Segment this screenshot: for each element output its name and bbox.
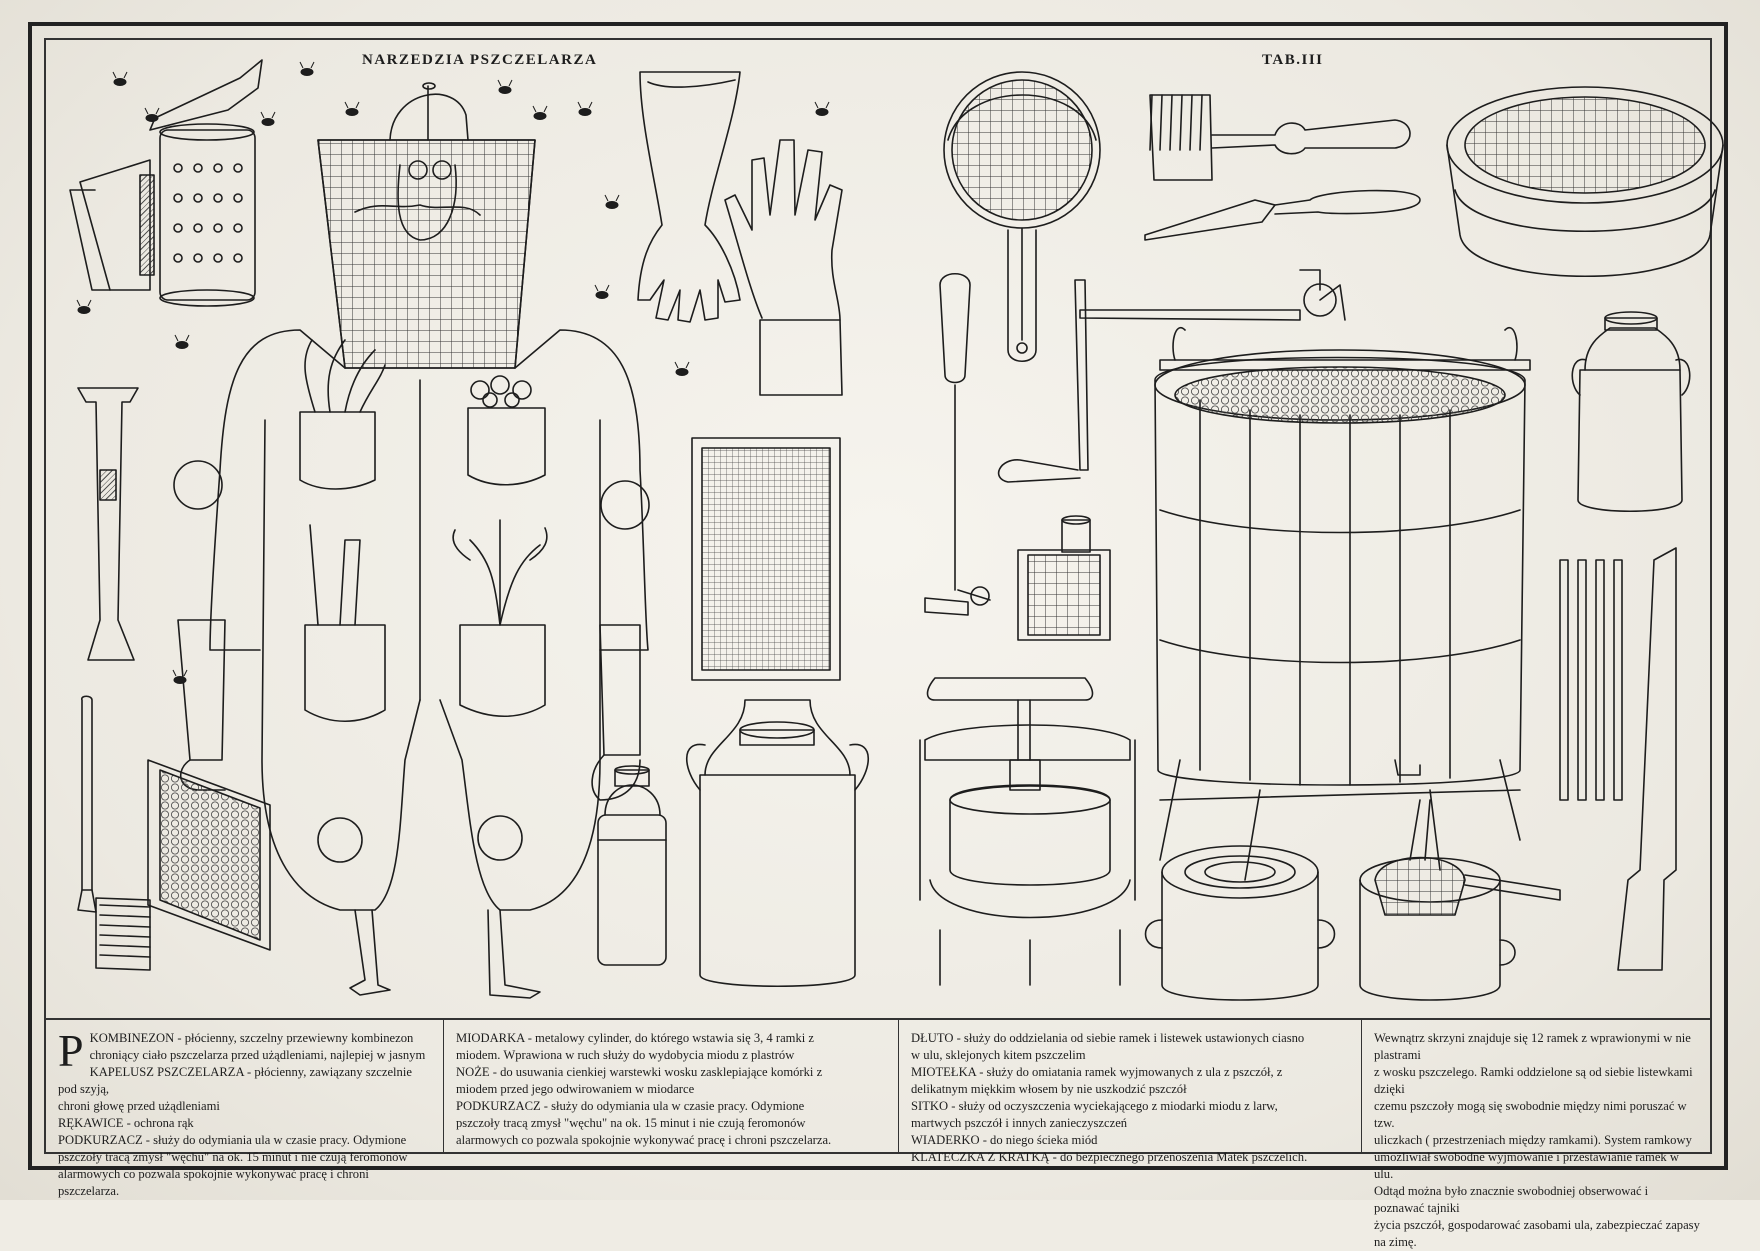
caption-line: alarmowych co pozwala spokojnie wykonywać pracę i chroni pszczelarza. [456, 1133, 832, 1147]
caption-line: chroni głowę przed użądleniami [58, 1099, 220, 1113]
caption-line: życia pszczół, gospodarować zasobami ula, zabezpieczać zapasy na zimę. [1374, 1218, 1700, 1249]
glove-icon [725, 140, 842, 395]
caption-line: PODKURZACZ - służy do odymiania ula w czasie pracy. Odymione [456, 1099, 805, 1113]
bee-brush-icon [78, 696, 150, 970]
caption-line: uliczkach ( przestrzeniach między ramkami). System ramkowy [1374, 1133, 1692, 1147]
sieve-icon [1447, 87, 1723, 276]
caption-line: Wewnątrz skrzyni znajduje się 12 ramek z wprawionymi w nie plastrami [1374, 1031, 1691, 1062]
pot-icon [1146, 846, 1335, 1000]
honeycomb-frame-icon [148, 760, 270, 950]
caption-line: SITKO - służy od oczyszczenia wyciekającego z miodarki miodu z larw, [911, 1099, 1278, 1113]
caption-line: PODKURZACZ - służy do odymiania ula w czasie pracy. Odymione [58, 1133, 407, 1147]
caption-line: MIOTEŁKA - służy do omiatania ramek wyjmowanych z ula z pszczół, z [911, 1065, 1283, 1079]
hand-crank-icon [999, 280, 1088, 482]
caption-line: KAPELUSZ PSZCZELARZA - płócienny, zawiązany szczelnie pod szyją, [58, 1065, 412, 1096]
long-glove-icon [638, 72, 740, 322]
bee-icon [261, 112, 275, 126]
plate-number: TAB.III [1262, 52, 1324, 68]
caption-line: delikatnym miękkim włosem by nie uszkodzić pszczół [911, 1082, 1187, 1096]
caption-line: Odtąd można było znacznie swobodniej obserwować i poznawać tajniki [1374, 1184, 1649, 1215]
frame-strips-icon [1560, 548, 1676, 970]
hive-tool-icon [78, 388, 138, 660]
caption-line: miodem. Wprawiona w ruch służy do wydobycia miodu z plastrów [456, 1048, 795, 1062]
uncapping-knife-icon [1145, 191, 1420, 240]
bee-icon [675, 362, 689, 376]
honey-press-icon [920, 678, 1135, 985]
bee-icon [605, 195, 619, 209]
queen-cage-icon [1018, 516, 1110, 640]
caption-line: w ulu, sklejonych kitem pszczelim [911, 1048, 1086, 1062]
bee-icon [145, 108, 159, 122]
caption-line: RĘKAWICE - ochrona rąk [58, 1116, 194, 1130]
bee-icon [77, 300, 91, 314]
bee-icon [345, 102, 359, 116]
caption-line: NOŻE - do usuwania cienkiej warstewki wosku zasklepiające komórki z [456, 1065, 823, 1079]
bee-icon [578, 102, 592, 116]
hand-crank-icon [925, 274, 990, 615]
bee-icon [175, 335, 189, 349]
caption-line: MIODARKA - metalowy cylinder, do którego wstawia się 3, 4 ramki z [456, 1031, 814, 1045]
milk-can-icon [1572, 312, 1689, 511]
caption-line: KOMBINEZON - płócienny, szczelny przewiewny kombinezon [89, 1031, 414, 1045]
caption-line: KLATECZKA Z KRATKĄ - do bezpiecznego przenoszenia Matek pszczelich. [911, 1150, 1308, 1164]
caption-line: pszczoły tracą zmysł "węchu" na ok. 15 minut i nie czują feromonów [456, 1116, 806, 1130]
bucket-strainer-icon [1360, 800, 1560, 1000]
caption-line: z wosku pszczelego. Ramki oddzielone są od siebie listewkami dzięki [1374, 1065, 1693, 1096]
caption-line: czemu pszczoły mogą się swobodnie między nimi poruszać w tzw. [1374, 1099, 1687, 1130]
bee-icon [595, 285, 609, 299]
caption-line: pszczoły tracą zmysł "węchu" na ok. 15 minut i nie czują feromonów [58, 1150, 408, 1164]
bee-icon [113, 72, 127, 86]
smoker-icon [70, 60, 262, 306]
bee-icon [173, 670, 187, 684]
caption-panel [46, 1018, 1710, 1249]
caption-line: alarmowych co pozwala spokojnie wykonywać pracę i chroni pszczelarza. [58, 1167, 369, 1198]
poster-title: NARZEDZIA PSZCZELARZA [362, 52, 598, 68]
milk-can-icon [687, 700, 869, 986]
caption-line: miodem przed jego odwirowaniem w miodarce [456, 1082, 695, 1096]
bee-icon [815, 102, 829, 116]
caption-column-hive [1361, 1020, 1710, 1249]
bee-icon [533, 106, 547, 120]
caption-line: WIADERKO - do niego ścieka miód [911, 1133, 1098, 1147]
uncapping-fork-icon [1150, 95, 1410, 180]
caption-column-suit [46, 1020, 443, 1198]
caption-line: umożliwiał swobodne wyjmowanie i przestawianie ramek w ulu. [1374, 1150, 1679, 1181]
bee-icon [498, 80, 512, 94]
caption-line: martwych pszczół i innych zanieczyszczeń [911, 1116, 1128, 1130]
caption-column-tools [898, 1020, 1361, 1164]
dropcap-letter: P [58, 1025, 84, 1076]
honeycomb-frame-icon [692, 438, 840, 680]
bee-icon [300, 62, 314, 76]
caption-line: chroniący ciało pszczelarza przed użądleniami, najlepiej w jasnym [89, 1048, 426, 1062]
milk-can-icon [598, 766, 666, 965]
caption-column-extractor [443, 1020, 898, 1154]
caption-line: DŁUTO - służy do oddzielania od siebie ramek i listewek ustawionych ciasno [911, 1031, 1305, 1045]
honey-extractor-icon [1080, 270, 1530, 880]
